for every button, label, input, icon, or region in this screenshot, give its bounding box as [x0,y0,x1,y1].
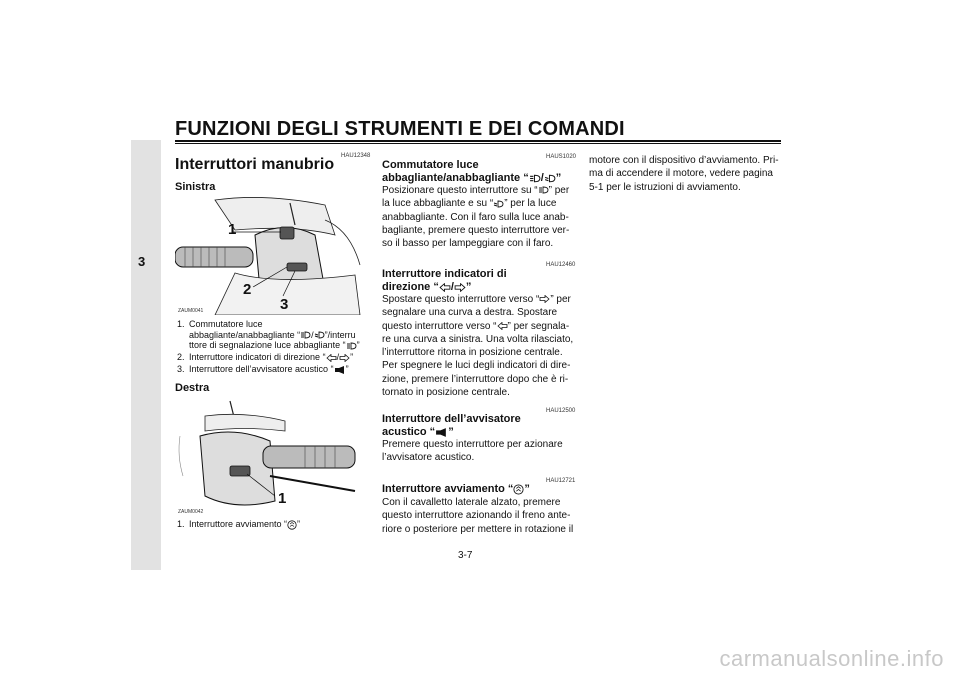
turn-right-icon [454,283,466,292]
body-avviamento: Con il cavalletto laterale alzato, premere questo interruttore azionando il freno ante- riore o posteriore per mettere in rotazione il [382,497,574,535]
fig2-code: ZAUM0042 [178,509,204,515]
title-avviamento: Interruttore avviamento “ ” [382,483,530,495]
title-avvisatore: Interruttore dell’avvisatore acustico “ ” [382,413,521,438]
horn-icon [435,428,448,437]
high-beam-icon [529,174,541,183]
high-beam-icon [300,331,311,339]
subsection-sinistra: Sinistra [175,181,216,193]
fig1-label-1: 1 [228,221,237,238]
code-mid-2: HAU12460 [546,262,576,268]
body-commutatore-luce: Posizionare questo interruttore su “ ” per la luce abbagliante e su “ ” per la luce anabbagliante. Con il faro sulla luce anab- bagliante, premere questo interruttore ver- so il basso per lampeggiare con il faro. [382,185,570,250]
cap2-item-1: Interruttore avviamento “ ” [189,519,301,529]
fig1-label-3: 3 [280,296,289,313]
start-icon [287,520,297,530]
section-code: HAU12348 [341,153,371,159]
horn-icon [334,366,346,374]
body-right-continued: motore con il dispositivo d’avviamento. Pri- ma di accendere il motore, vedere pagina 5-1 per le istruzioni di avviamento. [589,155,779,193]
fig2-label-1: 1 [278,490,287,507]
page-number: 3-7 [458,550,473,561]
turn-right-icon [539,295,550,303]
low-beam-icon [314,331,325,339]
fig1-label-2: 2 [243,281,252,298]
fig1-code: ZAUM0041 [178,308,204,314]
cap1-num-1: 1. [177,319,185,329]
code-mid-3: HAU12500 [546,408,576,414]
cap1-num-2: 2. [177,352,185,362]
title-indicatori: Interruttore indicatori di direzione “ / ” [382,268,507,293]
cap2-num-1: 1. [177,519,185,529]
code-mid-4: HAU12721 [546,478,576,484]
watermark: carmanualsonline.info [719,646,944,671]
title-commutatore-luce: Commutatore luce abbagliante/anabbagliante “ / ” [382,159,562,184]
low-beam-icon [544,174,556,183]
cap1-item-1: Commutatore luce abbagliante/anabbagliante “ / ”/interru ttore di segnalazione luce abbagliante “ ” [189,319,360,350]
turn-left-icon [439,283,451,292]
start-icon [513,484,524,495]
figure-right-handlebar [175,396,367,516]
page-header: FUNZIONI DEGLI STRUMENTI E DEI COMANDI [175,118,625,140]
turn-left-icon [497,322,508,330]
chapter-tab [131,140,161,570]
chapter-number: 3 [138,254,146,269]
code-mid-1: HAUS1020 [546,154,577,160]
turn-left-icon [326,354,337,362]
turn-right-icon [339,354,350,362]
header-rule [175,140,781,142]
cap1-num-3: 3. [177,364,185,374]
high-beam-icon [538,186,549,194]
body-avvisatore: Premere questo interruttore per azionare l’avvisatore acustico. [382,439,563,464]
subsection-destra: Destra [175,382,210,394]
figure-left-handlebar [175,195,367,315]
low-beam-icon [493,200,504,208]
cap1-item-3: Interruttore dell’avvisatore acustico “ ” [189,364,349,374]
header-rule-thin [175,143,781,144]
section-title: Interruttori manubrio [175,156,335,173]
body-indicatori: Spostare questo interruttore verso “ ” per segnalare una curva a destra. Spostare questo interruttore verso “ ” per segnala- re una curva a sinistra. Una volta rilasciato, l’interruttore ritorna in posizione centrale. Per spegnere le luci degli indicatori di dire- zione, premere l’interruttore dopo che è ri- tornato in posizione centrale. [382,294,574,399]
cap1-item-2: Interruttore indicatori di direzione “ / ” [189,352,354,362]
high-beam-icon [346,342,357,350]
